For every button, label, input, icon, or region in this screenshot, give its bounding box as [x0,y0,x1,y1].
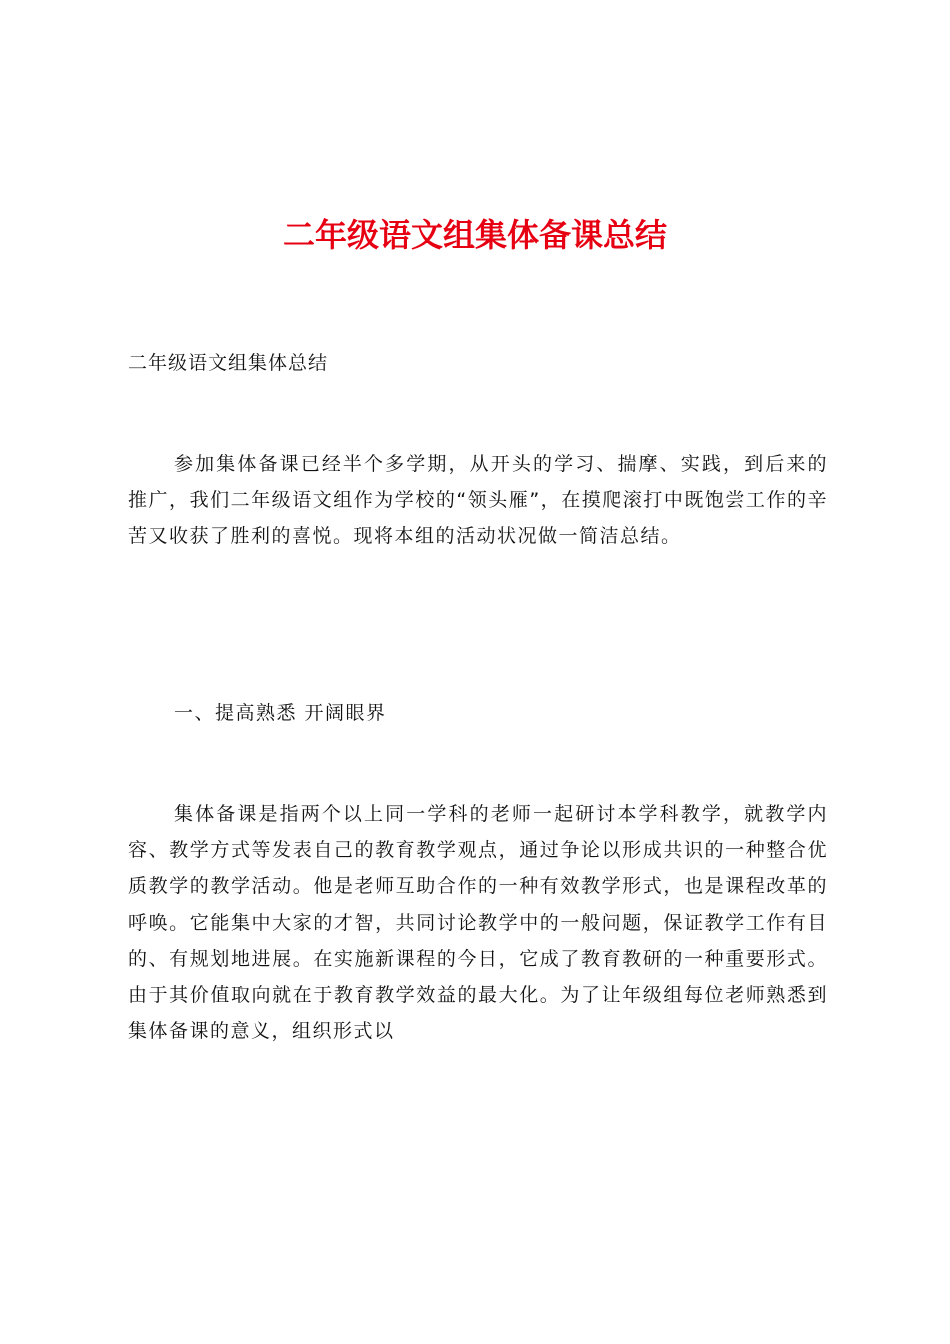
document-title: 二年级语文组集体备课总结 [282,216,667,254]
intro-paragraph: 参加集体备课已经半个多学期，从开头的学习、揣摩、实践，到后来的推广，我们二年级语文组作为学校的“领头雁”，在摸爬滚打中既饱尝工作的辛苦又收获了胜利的喜悦。现将本组的活动状况做一简洁总结。 [128,453,828,548]
document-subtitle: 二年级语文组集体总结 [128,352,329,374]
section-heading-1: 一、提高熟悉 开阔眼界 [174,702,387,724]
body-paragraph: 集体备课是指两个以上同一学科的老师一起研讨本学科教学，就教学内容、教学方式等发表自己的教育教学观点，通过争论以形成共识的一种整合优质教学的教学活动。他是老师互助合作的一种有效教学形式，也是课程改革的呼唤。它能集中大家的才智，共同讨论教学中的一般问题，保证教学工作有目的、有规划地进展。在实施新课程的今日，它成了教育教研的一种重要形式。由于其价值取向就在于教育教学效益的最大化。为了让年级组每位老师熟悉到集体备课的意义，组织形式以 [128,803,828,1043]
